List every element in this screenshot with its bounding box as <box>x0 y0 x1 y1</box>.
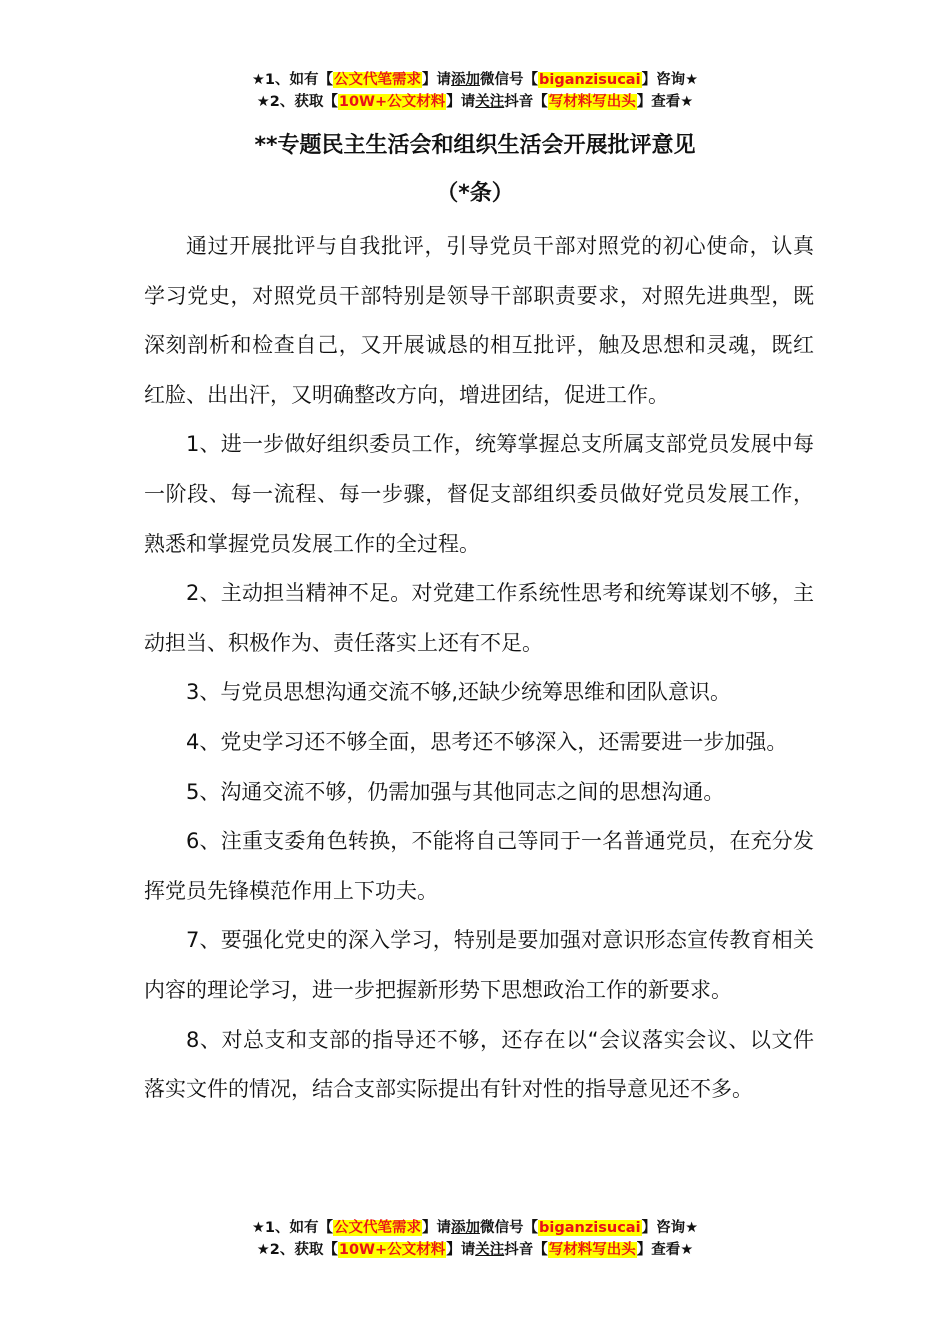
promo-line-1-mid2: 微信号【 <box>480 72 539 88</box>
criticism-item-4: 4、党史学习还不够全面，思考还不够深入，还需要进一步加强。 <box>186 729 788 754</box>
document-title: **专题民主生活会和组织生活会开展批评意见 <box>254 133 696 158</box>
promo-footer-highlight-materials: 10W+公文材料 <box>338 1242 446 1258</box>
promo-footer-line-2-mid2: 抖音【 <box>504 1242 548 1258</box>
promo-footer-line-2-mid: 】请 <box>446 1242 476 1258</box>
promo-footer-highlight-douyin: 写材料写出头 <box>548 1242 636 1258</box>
criticism-item-3: 3、与党员思想沟通交流不够,还缺少统筹思维和团队意识。 <box>186 680 732 705</box>
promo-footer-highlight-wechat: biganzisucai <box>539 1220 641 1236</box>
promo-footer-line-1 <box>0 1218 950 1240</box>
promo-footer-line-1-pre: ★1、如有【 <box>251 1220 334 1236</box>
promo-footer <box>0 1218 950 1262</box>
promo-footer-line-1-mid: 】请 <box>422 1220 452 1236</box>
criticism-item-8: 8、对总支和支部的指导还不够，还存在以“会议落实会议、以文件落实文件的情况，结合支部实际提出有针对性的指导意见还不多。 <box>144 1027 814 1102</box>
promo-line-2 <box>0 92 950 114</box>
promo-footer-underline-follow: 关注 <box>475 1242 505 1258</box>
document-subtitle: （*条） <box>436 181 514 206</box>
promo-line-1 <box>0 70 950 92</box>
promo-footer-line-1-post: 】咨询★ <box>641 1220 699 1236</box>
criticism-item-2: 2、主动担当精神不足。对党建工作系统性思考和统筹谋划不够，主动担当、积极作为、责任落实上还有不足。 <box>144 581 814 655</box>
promo-footer-line-2-post: 】查看★ <box>636 1242 694 1258</box>
promo-line-2-post: 】查看★ <box>636 94 694 110</box>
promo-highlight-service: 公文代笔需求 <box>334 72 422 88</box>
promo-highlight-materials: 10W+公文材料 <box>338 94 446 110</box>
promo-footer-line-1-mid2: 微信号【 <box>480 1220 539 1236</box>
promo-footer-highlight-service: 公文代笔需求 <box>334 1220 422 1236</box>
promo-footer-underline-add: 添加 <box>451 1220 481 1236</box>
promo-footer-line-2 <box>0 1240 950 1262</box>
document-body <box>144 222 814 1115</box>
criticism-item-6: 6、注重支委角色转换，不能将自己等同于一名普通党员，在充分发挥党员先锋模范作用上下功夫。 <box>144 829 814 903</box>
promo-line-1-post: 】咨询★ <box>641 72 699 88</box>
promo-line-2-pre: ★2、获取【 <box>256 94 338 110</box>
promo-underline-add: 添加 <box>451 72 481 88</box>
promo-line-2-mid: 】请 <box>446 94 476 110</box>
promo-underline-follow: 关注 <box>475 94 505 110</box>
intro-paragraph: 通过开展批评与自我批评，引导党员干部对照党的初心使命，认真学习党史，对照党员干部特别是领导干部职责要求，对照先进典型，既深刻剖析和检查自己，又开展诚恳的相互批评，触及思想和灵魂，既红红脸、出出汗，又明确整改方向，增进团结，促进工作。 <box>144 234 814 407</box>
criticism-item-1: 1、进一步做好组织委员工作，统筹掌握总支所属支部党员发展中每一阶段、每一流程、每一步骤，督促支部组织委员做好党员发展工作，熟悉和掌握党员发展工作的全过程。 <box>144 432 814 556</box>
promo-line-2-mid2: 抖音【 <box>504 94 548 110</box>
promo-highlight-douyin: 写材料写出头 <box>548 94 636 110</box>
criticism-item-5: 5、沟通交流不够，仍需加强与其他同志之间的思想沟通。 <box>186 779 725 804</box>
promo-line-1-pre: ★1、如有【 <box>251 72 334 88</box>
promo-header <box>0 70 950 114</box>
promo-footer-line-2-pre: ★2、获取【 <box>256 1242 338 1258</box>
promo-line-1-mid: 】请 <box>422 72 452 88</box>
criticism-item-7: 7、要强化党史的深入学习，特别是要加强对意识形态宣传教育相关内容的理论学习，进一步把握新形势下思想政治工作的新要求。 <box>144 928 814 1002</box>
promo-highlight-wechat: biganzisucai <box>539 72 641 88</box>
